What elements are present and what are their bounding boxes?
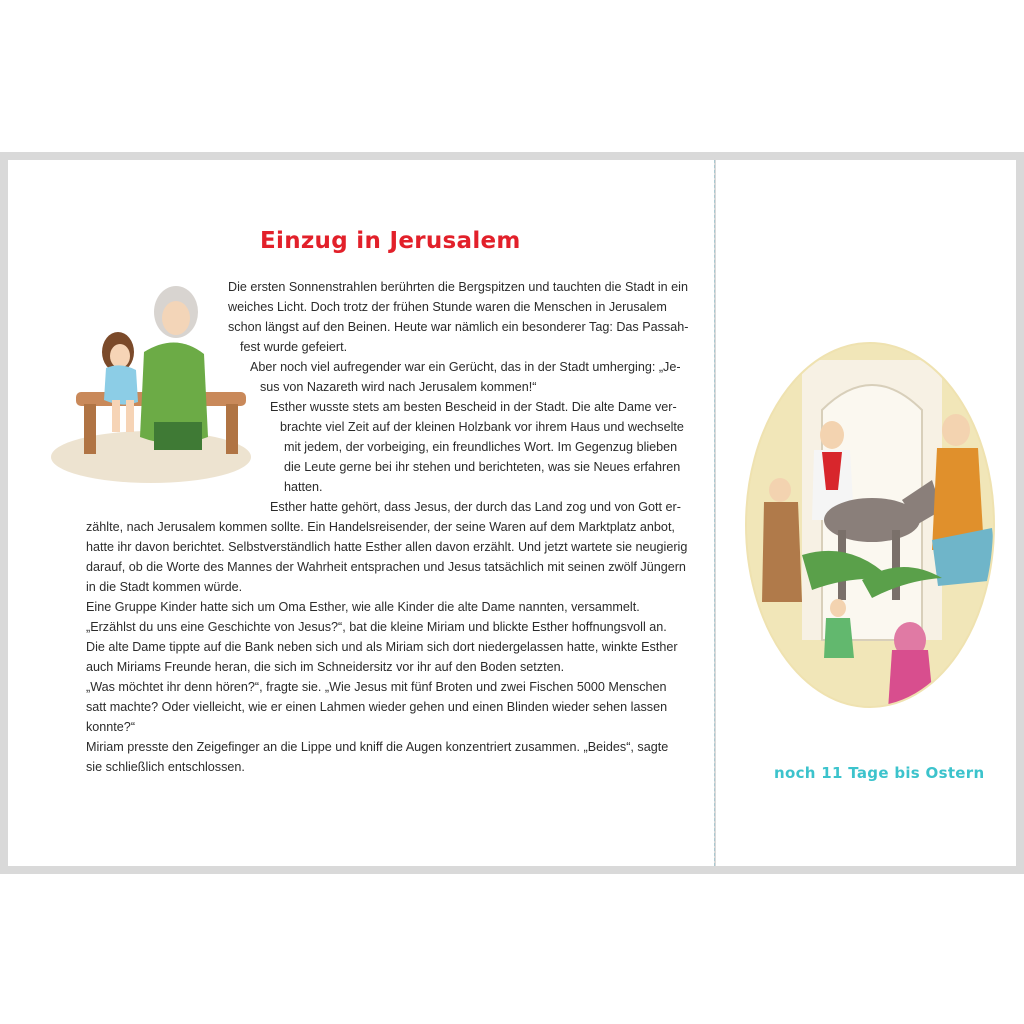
body-line-9: mit jedem, der vorbeiging, ein freundliches Wort. Im Gegenzug blieben [284, 440, 678, 454]
left-page [8, 160, 714, 866]
body-line-8: brachte viel Zeit auf der kleinen Holzbank vor ihrem Haus und wechselte [280, 420, 684, 434]
body-line-19: Die alte Dame tippte auf die Bank neben sich und als Miriam sich dort niedergelassen hatte, winkte Esther [86, 640, 678, 654]
body-line-6: sus von Nazareth wird nach Jerusalem kommen!“ [260, 380, 537, 394]
body-line-13: zählte, nach Jerusalem kommen sollte. Ein Handelsreisender, der seine Waren auf dem Marktplatz anbot, [86, 520, 675, 534]
body-line-3: schon längst auf den Beinen. Heute war nämlich ein besonderer Tag: Das Passah- [228, 320, 689, 334]
grandmother-child-bench-illustration [46, 272, 251, 487]
body-line-1: Die ersten Sonnenstrahlen berührten die Bergspitzen und tauchten die Stadt in ein [228, 280, 688, 294]
book-spread [0, 152, 1024, 874]
body-line-11: hatten. [284, 480, 323, 494]
countdown-label: noch 11 Tage bis Ostern [774, 764, 985, 782]
body-line-10: die Leute gerne bei ihr stehen und berichteten, was sie Neues erfahren [284, 460, 681, 474]
body-line-5: Aber noch viel aufregender war ein Gerücht, das in der Stadt umherging: „Je- [250, 360, 681, 374]
right-page [716, 160, 1016, 866]
body-line-14: hatte ihr davon berichtet. Selbstverständlich hatte Esther allen davon erzählt. Und jetzt wartete sie neugierig [86, 540, 688, 554]
body-line-20: auch Miriams Freunde heran, die sich im Schneidersitz vor ihr auf den Boden setzten. [86, 660, 565, 674]
body-line-25: sie schließlich entschlossen. [86, 760, 245, 774]
body-line-17: Eine Gruppe Kinder hatte sich um Oma Esther, wie alle Kinder die alte Dame nannten, versammelt. [86, 600, 640, 614]
body-line-18: „Erzählst du uns eine Geschichte von Jesus?“, bat die kleine Miriam und blickte Esther hoffnungsvoll an. [86, 620, 667, 634]
body-line-21: „Was möchtet ihr denn hören?“, fragte sie. „Wie Jesus mit fünf Broten und zwei Fischen 5000 Menschen [86, 680, 667, 694]
body-line-22: satt machte? Oder vielleicht, wie er einen Lahmen wieder gehen und einen Blinden wieder sehen lassen [86, 700, 668, 714]
body-line-2: weiches Licht. Doch trotz der frühen Stunde waren die Menschen in Jerusalem [228, 300, 667, 314]
body-line-12: Esther hatte gehört, dass Jesus, der durch das Land zog und von Gott er- [270, 500, 681, 514]
jesus-on-donkey-oval-illustration [742, 340, 998, 710]
body-line-7: Esther wusste stets am besten Bescheid in der Stadt. Die alte Dame ver- [270, 400, 677, 414]
body-line-16: in die Stadt kommen würde. [86, 580, 243, 594]
body-line-23: konnte?“ [86, 720, 136, 734]
page-fold-line [714, 160, 715, 866]
body-line-4: fest wurde gefeiert. [240, 340, 348, 354]
body-line-15: darauf, ob die Worte des Mannes der Wahrheit entsprachen und Jesus tatsächlich mit seinen zwölf Jüngern [86, 560, 686, 574]
page-title: Einzug in Jerusalem [260, 228, 521, 254]
body-line-24: Miriam presste den Zeigefinger an die Lippe und kniff die Augen konzentriert zusammen. „Beides“, sagte [86, 740, 669, 754]
